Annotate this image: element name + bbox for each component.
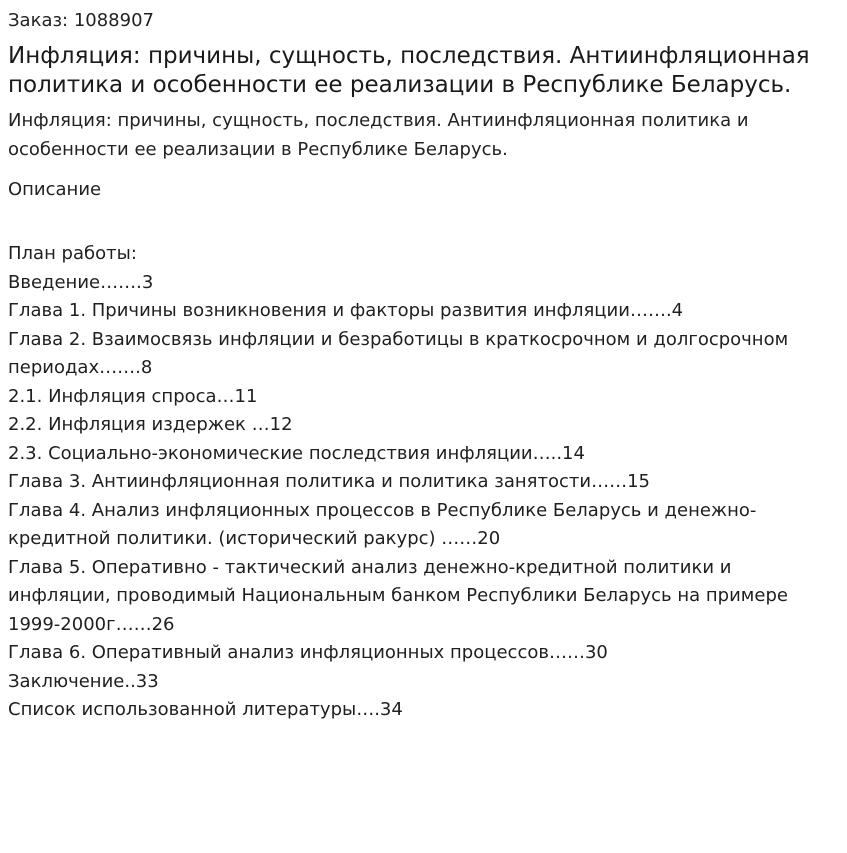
plan-item-chapter-2: Глава 2. Взаимосвязь инфляции и безработицы в краткосрочном и долгосрочном периодах…….8: [8, 328, 789, 378]
document-title: Инфляция: причины, сущность, последствия. Антиинфляционная политика и особенности ее реализации в Республике Беларусь.: [8, 43, 810, 98]
plan-item-chapter-4: Глава 4. Анализ инфляционных процессов в Республике Беларусь и денежно-кредитной политики. (исторический ракурс) ……20: [8, 499, 757, 549]
document-subtitle: Инфляция: причины, сущность, последствия. Антиинфляционная политика и особенности ее реализации в Республике Беларусь.: [8, 110, 749, 160]
order-number: Заказ: 1088907: [8, 10, 154, 31]
plan-heading: План работы:: [8, 243, 137, 264]
plan-item-introduction: Введение…….3: [8, 271, 154, 293]
plan-item-references: Список использованной литературы….34: [8, 699, 403, 720]
plan-item-section-2-3: 2.3. Социально-экономические последствия инфляции…..14: [8, 442, 585, 464]
plan-item-conclusion: Заключение..33: [8, 670, 159, 692]
plan-list: [8, 240, 839, 725]
plan-item-section-2-1: 2.1. Инфляция спроса…11: [8, 385, 258, 407]
plan-item-chapter-5: Глава 5. Оперативно - тактический анализ денежно-кредитной политики и инфляции, проводимый Национальным банком Республики Беларусь на примере 1999-2000г……26: [8, 556, 788, 635]
description-heading: Описание: [8, 179, 102, 200]
plan-item-chapter-6: Глава 6. Оперативный анализ инфляционных процессов……30: [8, 642, 608, 663]
plan-item-chapter-3: Глава 3. Антиинфляционная политика и политика занятости……15: [8, 471, 650, 492]
plan-item-section-2-2: 2.2. Инфляция издержек …12: [8, 414, 293, 435]
plan-item-chapter-1: Глава 1. Причины возникновения и факторы развития инфляции…….4: [8, 300, 684, 321]
